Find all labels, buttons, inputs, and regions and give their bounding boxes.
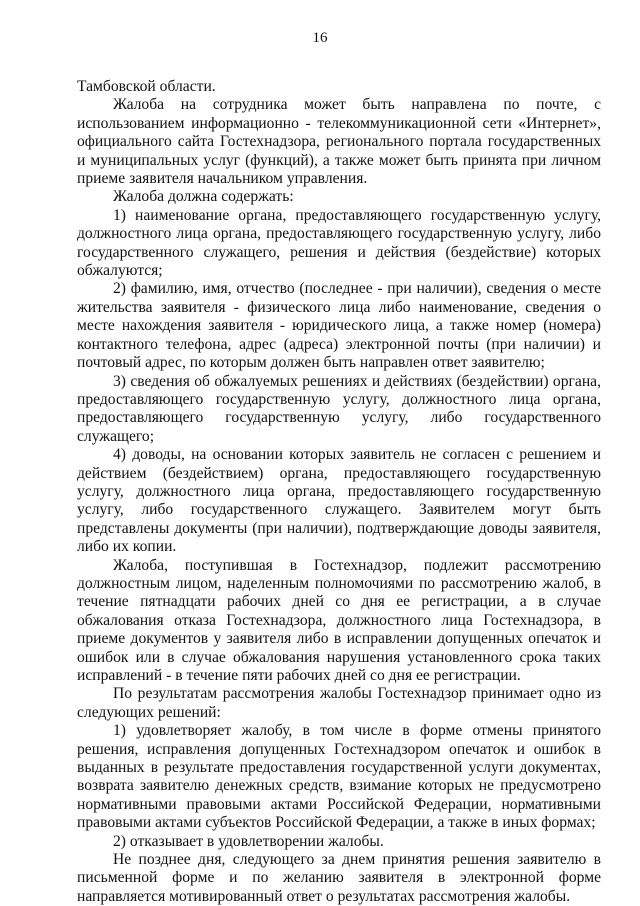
paragraph-item-1: 1) наименование органа, предоставляющего государственную услугу, должностного лица органа, предоставляющего государственную услугу, либо государственного служащего, решения и действия (бездействие) которых обжалуются;: [77, 206, 601, 280]
paragraph-decision-1: 1) удовлетворяет жалобу, в том числе в форме отмены принятого решения, исправления допущенных Гостехнадзором опечаток и ошибок в выданных в результате предоставления государственной услуги документах, возврата заявителю денежных средств, взимание которых не предусмотрено нормативными правовыми актами Российской Федерации, нормативными правовыми актами субъектов Российской Федерации, а также в иных формах;: [77, 722, 601, 832]
paragraph-complaint-contents-intro: Жалоба должна содержать:: [113, 188, 294, 206]
paragraph-response-deadline: Не позднее дня, следующего за днем принятия решения заявителю в письменной форме и по желанию заявителя в электронной форме направляется мотивированный ответ о результатах рассмотрения жалобы.: [77, 851, 601, 905]
paragraph-review-terms: Жалоба, поступившая в Гостехнадзор, подлежит рассмотрению должностным лицом, наделенным полномочиями по рассмотрению жалоб, в течение пятнадцати рабочих дней со дня ее регистрации, а в случае обжалования отказа Гостехнадзора, должностного лица Гостехнадзора, в приеме документов у заявителя либо в исправлении допущенных опечаток и ошибок или в случае обжалования нарушения установленного срока таких исправлений - в течение пяти рабочих дней со дня ее регистрации.: [77, 556, 601, 684]
paragraph-complaint-channels: Жалоба на сотрудника может быть направлена по почте, с использованием информационно - телекоммуникационной сети «Интернет», официального сайта Гостехнадзора, регионального портала государственных и муниципальных услуг (функций), а также может быть принята при личном приеме заявителя начальником управления.: [77, 96, 601, 188]
page-number: 16: [312, 30, 328, 46]
document-body: [77, 78, 601, 906]
paragraph-decision-2: 2) отказывает в удовлетворении жалобы.: [113, 832, 384, 850]
paragraph-decisions-intro: По результатам рассмотрения жалобы Гостехнадзор принимает одно из следующих решений:: [77, 685, 601, 721]
paragraph-item-4: 4) доводы, на основании которых заявитель не согласен с решением и действием (бездействием) органа, предоставляющего государственную услугу, должностного лица органа, предоставляющего государственную услугу, либо государственного служащего. Заявителем могут быть представлены документы (при наличии), подтверждающие доводы заявителя, либо их копии.: [77, 446, 601, 556]
paragraph-item-3: 3) сведения об обжалуемых решениях и действиях (бездействии) органа, предоставляющего государственную услугу, должностного лица органа, предоставляющего государственную услугу, либо государственного служащего;: [77, 372, 601, 445]
paragraph-item-2: 2) фамилию, имя, отчество (последнее - при наличии), сведения о месте жительства заявителя - физического лица либо наименование, сведения о месте нахождения заявителя - юридического лица, а также номер (номера) контактного телефона, адрес (адреса) электронной почты (при наличии) и почтовый адрес, по которым должен быть направлен ответ заявителю;: [77, 280, 601, 372]
paragraph-region-end: Тамбовской области.: [77, 78, 216, 95]
